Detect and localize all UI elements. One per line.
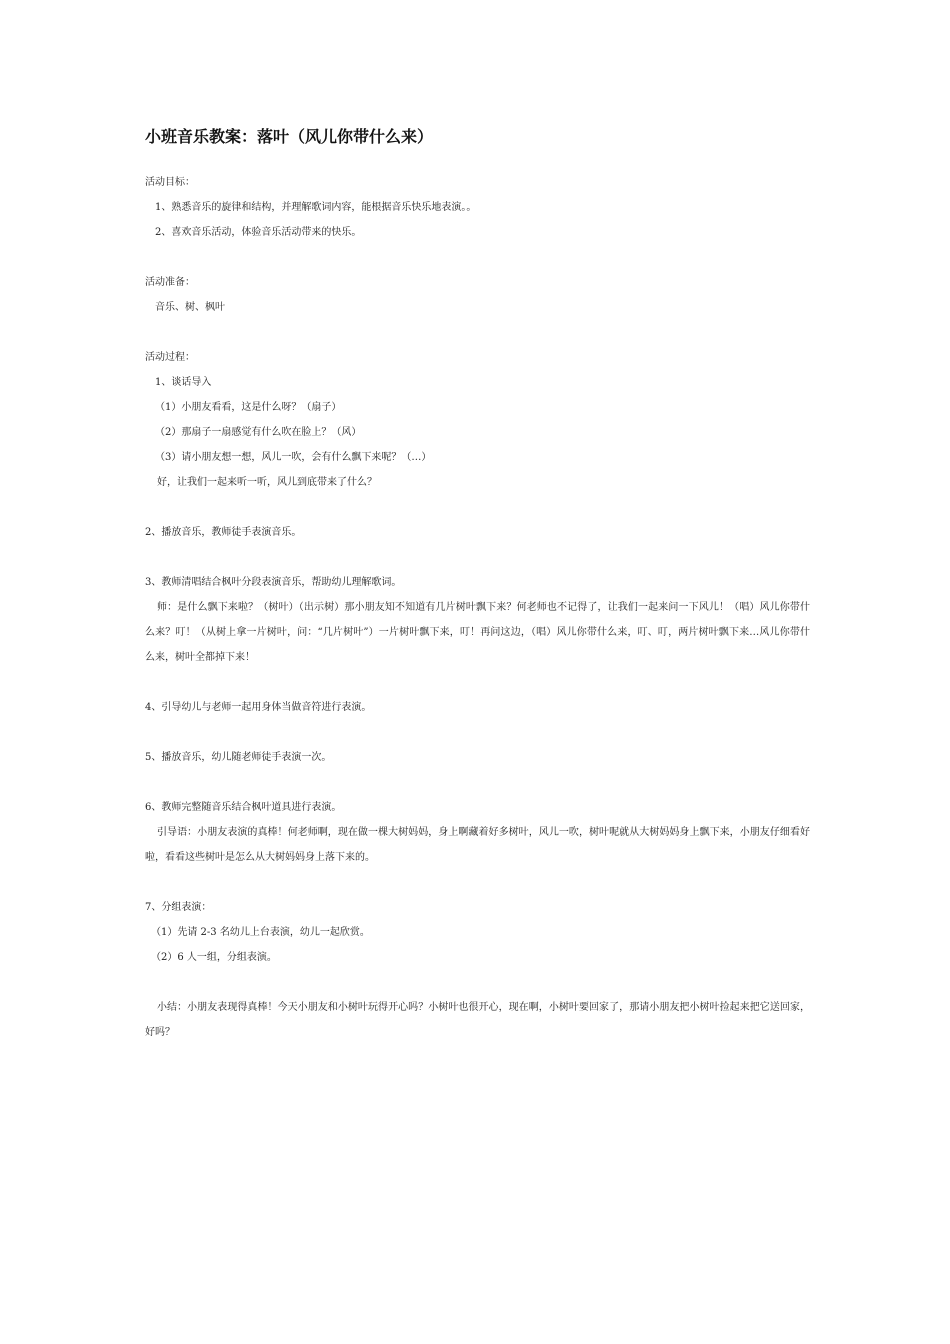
spacer bbox=[145, 495, 810, 520]
spacer bbox=[145, 970, 810, 995]
document-title: 小班音乐教案：落叶（风儿你带什么来） bbox=[145, 127, 434, 146]
goal-item: 1、熟悉音乐的旋律和结构，并理解歌词内容，能根据音乐快乐地表演。。 bbox=[155, 202, 477, 213]
summary-text: 小结：小朋友表现得真棒！今天小朋友和小树叶玩得开心吗？小树叶也很开心，现在啊，小树叶要回家了，那请小朋友把小树叶捡起来把它送回家，好吗？ bbox=[145, 1002, 810, 1038]
step6-label: 6、教师完整随音乐结合枫叶道具进行表演。 bbox=[145, 802, 342, 813]
step4-text: 4、引导幼儿与老师一起用身体当做音符进行表演。 bbox=[145, 702, 372, 713]
step1-item: （3）请小朋友想一想，风儿一吹，会有什么飘下来呢？（…） bbox=[155, 452, 432, 463]
process-heading: 活动过程： bbox=[145, 352, 195, 363]
step3-text: 师：是什么飘下来啦？（树叶）（出示树）那小朋友知不知道有几片树叶飘下来？何老师也不记得了，让我们一起来问一下风儿！（唱）风儿你带什么来？叮！（从树上拿一片树叶，问：“几片树叶”）一片树叶飘下来，叮！再问这边，（唱）风儿你带什么来，叮、叮，两片树叶飘下来…风儿你带什么来，树叶全都掉下来！ bbox=[145, 602, 810, 663]
step3-label: 3、教师清唱结合枫叶分段表演音乐，帮助幼儿理解歌词。 bbox=[145, 577, 402, 588]
spacer bbox=[145, 545, 810, 570]
step7-item: （2）6 人一组，分组表演。 bbox=[151, 952, 277, 963]
step1-item: （1）小朋友看看，这是什么呀？（扇子） bbox=[155, 402, 342, 413]
goal-item: 2、喜欢音乐活动，体验音乐活动带来的快乐。 bbox=[155, 227, 362, 238]
step7-item: （1）先请 2-3 名幼儿上台表演，幼儿一起欣赏。 bbox=[151, 927, 370, 938]
step2-text: 2、播放音乐，教师徒手表演音乐。 bbox=[145, 527, 302, 538]
spacer bbox=[145, 670, 810, 695]
step5-text: 5、播放音乐，幼儿随老师徒手表演一次。 bbox=[145, 752, 332, 763]
spacer bbox=[145, 770, 810, 795]
spacer bbox=[145, 870, 810, 895]
prep-text: 音乐、树、枫叶 bbox=[155, 302, 225, 313]
document-page bbox=[145, 126, 810, 1045]
goals-heading: 活动目标： bbox=[145, 177, 195, 188]
step1-closing: 好，让我们一起来听一听，风儿到底带来了什么？ bbox=[157, 477, 377, 488]
step1-label: 1、谈话导入 bbox=[155, 377, 212, 388]
step7-label: 7、分组表演： bbox=[145, 902, 212, 913]
prep-heading: 活动准备： bbox=[145, 277, 195, 288]
spacer bbox=[145, 720, 810, 745]
step1-item: （2）那扇子一扇感觉有什么吹在脸上？（风） bbox=[155, 427, 362, 438]
step6-text: 引导语：小朋友表演的真棒！何老师啊，现在做一棵大树妈妈，身上啊藏着好多树叶，风儿一吹，树叶呢就从大树妈妈身上飘下来，小朋友仔细看好啦，看看这些树叶是怎么从大树妈妈身上落下来的。 bbox=[145, 827, 810, 863]
spacer bbox=[145, 320, 810, 345]
spacer bbox=[145, 245, 810, 270]
